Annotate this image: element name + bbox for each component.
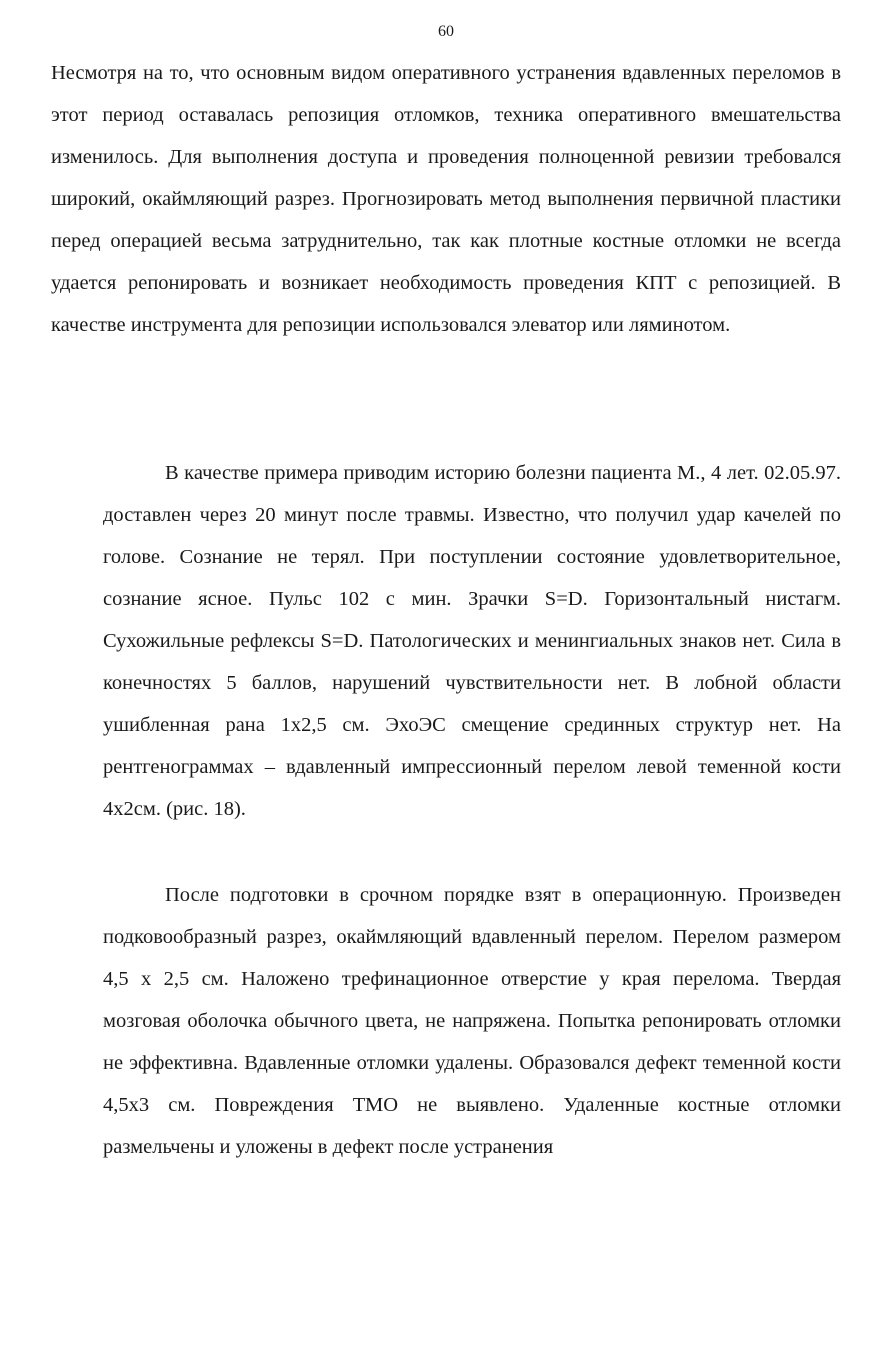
paragraph-intro: Несмотря на то, что основным видом оперативного устранения вдавленных переломов в этот период оставалась репозиция отломков, техника оперативного вмешательства изменилось. Для выполнения доступа и проведения полноценной ревизии требовался широкий, окаймляющий разрез. Прогнозировать метод выполнения первичной пластики перед операцией весьма затруднительно, так как плотные костные отломки не всегда удается репонировать и возникает необходимость проведения КПТ с репозицией. В качестве инструмента для репозиции использовался элеватор или ляминотом.: [51, 62, 841, 336]
paragraph-case-history: В качестве примера приводим историю болезни пациента М., 4 лет. 02.05.97. доставлен через 20 минут после травмы. Известно, что получил удар качелей по голове. Сознание не терял. При поступлении состояние удовлетворительное, сознание ясное. Пульс 102 с мин. Зрачки S=D. Горизонтальный нистагм. Сухожильные рефлексы S=D. Патологических и менингиальных знаков нет. Сила в конечностях 5 баллов, нарушений чувствительности нет. В лобной области ушибленная рана 1х2,5 см. ЭхоЭС смещение срединных структур нет. На рентгенограммах – вдавленный импрессионный перелом левой теменной кости 4х2см. (рис. 18).: [103, 462, 841, 820]
paragraph-operation: После подготовки в срочном порядке взят в операционную. Произведен подковообразный разрез, окаймляющий вдавленный перелом. Перелом размером 4,5 х 2,5 см. Наложено трефинационное отверстие у края перелома. Твердая мозговая оболочка обычного цвета, не напряжена. Попытка репонировать отломки не эффективна. Вдавленные отломки удалены. Образовался дефект теменной кости 4,5х3 см. Повреждения ТМО не выявлено. Удаленные костные отломки размельчены и уложены в дефект после устранения: [103, 884, 841, 1158]
page-number: 60: [438, 23, 454, 40]
